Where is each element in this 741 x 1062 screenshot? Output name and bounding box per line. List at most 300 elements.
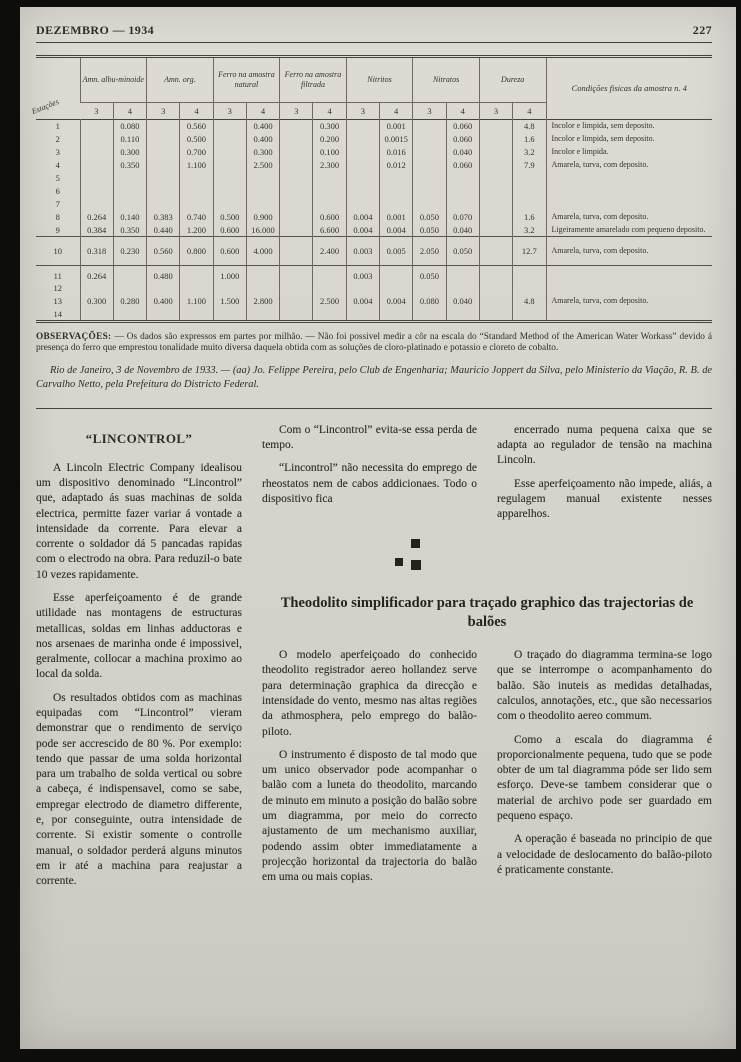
- value-cell: [147, 282, 180, 295]
- value-cell: 1.200: [180, 224, 213, 237]
- station-number: 13: [53, 296, 62, 306]
- value-cell: 0.050: [413, 224, 446, 237]
- value-cell: [413, 282, 446, 295]
- table-group-header: Amn. albu-minoide: [80, 57, 147, 103]
- value-cell: 12.7: [513, 237, 546, 266]
- value-cell: 0.060: [446, 159, 479, 172]
- station-number: 2: [55, 133, 60, 144]
- value-cell: [280, 308, 313, 322]
- value-cell: [479, 185, 512, 198]
- condition-cell: Incolor e limpida, sem deposito.: [546, 133, 712, 146]
- value-cell: [80, 172, 113, 185]
- table-row: [36, 172, 712, 185]
- paragraph: O modelo aperfeiçoado do conhecido theodolito registrador aereo hollandez serve para determinação graphica da direcção e intensidade do vento, mesmo nas altas regiões da athmosphera, pelo emprego do balão-piloto.: [262, 649, 477, 738]
- station-number: 3: [55, 146, 60, 157]
- value-cell: 4.8: [513, 295, 546, 308]
- value-cell: [446, 282, 479, 295]
- value-cell: [180, 198, 213, 211]
- value-cell: 4.000: [246, 237, 279, 266]
- value-cell: [380, 198, 413, 211]
- value-cell: [479, 146, 512, 159]
- paragraph: O instrumento é disposto de tal modo que um unico observador pode acompanhar o balão com a luneta do theodolito, marcando de minuto em minuto a posição do balão sobre um diagramma, por meio do correcto ajustamento de um mechanismo auxiliar, podendo assim obter immediatamente a projecção horizontal da trajectoria do balão em uma ou mais copias.: [262, 748, 477, 884]
- value-cell: [147, 198, 180, 211]
- table-row: [36, 266, 712, 283]
- table-group-header: Ferro na amostra filtrada: [280, 57, 347, 103]
- value-cell: [346, 198, 379, 211]
- value-cell: [413, 308, 446, 322]
- table-group-header: Dureza: [479, 57, 546, 103]
- lincontrol-title: “LINCONTROL”: [85, 430, 193, 446]
- station-number: 8: [55, 211, 60, 222]
- table-group-header: Nitritos: [346, 57, 413, 103]
- value-cell: [479, 282, 512, 295]
- table-head: [30, 57, 712, 120]
- value-cell: [413, 185, 446, 198]
- condition-cell: [546, 172, 712, 185]
- value-cell: [213, 120, 246, 133]
- value-cell: [147, 133, 180, 146]
- value-cell: [213, 282, 246, 295]
- value-cell: [346, 282, 379, 295]
- value-cell: [479, 308, 512, 322]
- table-row: [36, 308, 712, 322]
- paragraph: encerrado numa pequena caixa que se adapta ao regulador de tensão na machina Lincoln.: [497, 423, 712, 467]
- value-cell: [113, 308, 146, 322]
- condition-cell: Incolor e limpida.: [546, 146, 712, 159]
- value-cell: [280, 211, 313, 224]
- table-group-header: Ferro na amostra natural: [213, 57, 280, 103]
- station-number: 11: [36, 266, 80, 283]
- lincontrol-column-1: [36, 423, 242, 898]
- value-cell: [346, 133, 379, 146]
- value-cell: 0.318: [80, 237, 113, 266]
- value-cell: [313, 308, 346, 322]
- value-cell: [213, 172, 246, 185]
- table-subcolumn-header: 3: [280, 103, 313, 120]
- value-cell: [147, 185, 180, 198]
- table-row: [36, 133, 712, 146]
- value-cell: [246, 308, 279, 322]
- value-cell: [479, 159, 512, 172]
- value-cell: 0.001: [380, 211, 413, 224]
- value-cell: [113, 198, 146, 211]
- value-cell: [313, 172, 346, 185]
- value-cell: [80, 282, 113, 295]
- condition-cell: Amarela, turva, com deposito.: [546, 159, 712, 172]
- section-divider: [36, 408, 712, 409]
- value-cell: [280, 159, 313, 172]
- condition-cell: Ligeiramente amarelado com pequeno deposito.: [546, 224, 712, 237]
- value-cell: [280, 120, 313, 133]
- value-cell: [213, 159, 246, 172]
- document-page: [20, 7, 736, 1049]
- value-cell: 0.280: [113, 295, 146, 308]
- value-cell: [346, 146, 379, 159]
- value-cell: [380, 282, 413, 295]
- value-cell: [346, 308, 379, 322]
- observations-paragraph: [36, 332, 712, 355]
- station-number: 4: [55, 159, 60, 170]
- table-row: [36, 198, 712, 211]
- paragraph: Com o “Lincontrol” evita-se essa perda de tempo.: [262, 423, 477, 452]
- value-cell: 0.080: [113, 120, 146, 133]
- value-cell: 0.700: [180, 146, 213, 159]
- table-row: [36, 282, 712, 295]
- condition-cell: Incolor e limpida, sem deposito.: [546, 120, 712, 133]
- value-cell: [513, 308, 546, 322]
- table-group-header: Nitratos: [413, 57, 480, 103]
- value-cell: 0.005: [380, 237, 413, 266]
- observations-label: OBSERVAÇÕES:: [36, 332, 112, 342]
- theodolito-body: [262, 648, 712, 893]
- station-number: 10: [36, 237, 80, 266]
- value-cell: 0.140: [113, 211, 146, 224]
- table-row: [36, 224, 712, 237]
- paragraph: Esse aperfeiçoamento é de grande utilidade nas montagens de estructuras metallicas, soldas em linhas adductoras e nos arsenaes de marinha onde é impossivel, geralmente, collocar a machina proximo ao local da solda.: [36, 592, 242, 681]
- value-cell: 0.070: [446, 211, 479, 224]
- value-cell: [180, 185, 213, 198]
- value-cell: 0.350: [113, 159, 146, 172]
- value-cell: [479, 211, 512, 224]
- table-row: [36, 237, 712, 266]
- lincontrol-column-2: [262, 423, 477, 531]
- table-row: [36, 211, 712, 224]
- value-cell: 16.000: [246, 224, 279, 237]
- value-cell: [280, 224, 313, 237]
- value-cell: 0.016: [380, 146, 413, 159]
- ornament-square-icon: [411, 539, 420, 548]
- table-group-header: Amn. org.: [147, 57, 214, 103]
- value-cell: [180, 282, 213, 295]
- table-subcolumn-header: 4: [313, 103, 346, 120]
- value-cell: [513, 282, 546, 295]
- table-subcolumn-header: 4: [180, 103, 213, 120]
- value-cell: [80, 159, 113, 172]
- value-cell: 0.560: [147, 237, 180, 266]
- value-cell: 0.004: [346, 224, 379, 237]
- paragraph: Como a escala do diagramma é proporcionalmente pequena, tudo que se pode obter de um tal diagramma póde ser lido sem esforço. Deve-se tambem considerar que o material de archivo pode ser guardado em pequeno espaço.: [497, 733, 712, 822]
- value-cell: 0.230: [113, 237, 146, 266]
- value-cell: [313, 266, 346, 283]
- value-cell: 0.383: [147, 211, 180, 224]
- value-cell: 1.6: [513, 211, 546, 224]
- lincontrol-continuation: [262, 423, 712, 531]
- station-number: 12: [53, 283, 62, 293]
- value-cell: 0.060: [446, 133, 479, 146]
- paragraph: A Lincoln Electric Company idealisou um dispositivo denominado “Lincontrol” que, adaptado ás suas machinas de solda electrica, permitte fazer variar á vontade a intensidade da corrente. Para elevar a corrente o soldador dá 5 pancadas rapidas com o electrodo na obra. Para reduzil-o bate 10 vezes rapidamente.: [36, 461, 242, 581]
- lincontrol-column-3: [497, 423, 712, 531]
- observations-text: — Os dados são expressos em partes por milhão. — Não foi possivel medir a côr na escala do “Standard Method of the American Water Workass” devido á presença do ferro que emprestou tonalidade muito diversa daquela obtida com as soluções de cloro-platinado e potassio e cloreto de cobalto.: [36, 332, 712, 354]
- theodolito-column-2: [497, 648, 712, 893]
- value-cell: 0.050: [413, 211, 446, 224]
- value-cell: [479, 295, 512, 308]
- value-cell: 0.004: [380, 295, 413, 308]
- condition-cell: [546, 308, 712, 322]
- value-cell: 7.9: [513, 159, 546, 172]
- value-cell: [479, 224, 512, 237]
- value-cell: [446, 266, 479, 283]
- table-subcolumn-header: 4: [513, 103, 546, 120]
- value-cell: 2.050: [413, 237, 446, 266]
- ornament-square-icon: [411, 560, 421, 570]
- station-number: 5: [55, 172, 60, 183]
- page-header: [36, 23, 712, 38]
- value-cell: 0.600: [213, 224, 246, 237]
- value-cell: 0.300: [113, 146, 146, 159]
- value-cell: [446, 308, 479, 322]
- value-cell: [213, 198, 246, 211]
- value-cell: 0.500: [213, 211, 246, 224]
- value-cell: 0.480: [147, 266, 180, 283]
- value-cell: [413, 133, 446, 146]
- value-cell: 0.003: [346, 266, 379, 283]
- value-cell: [280, 185, 313, 198]
- value-cell: 6.600: [313, 224, 346, 237]
- value-cell: [180, 172, 213, 185]
- value-cell: [479, 120, 512, 133]
- value-cell: [180, 266, 213, 283]
- value-cell: 1.6: [513, 133, 546, 146]
- value-cell: 0.560: [180, 120, 213, 133]
- value-cell: 0.800: [180, 237, 213, 266]
- value-cell: 0.004: [380, 224, 413, 237]
- value-cell: 0.350: [113, 224, 146, 237]
- value-cell: [180, 308, 213, 322]
- table-condition-header: Condições fisicas da amostra n. 4: [546, 57, 712, 120]
- articles-area: [36, 423, 712, 898]
- value-cell: [280, 266, 313, 283]
- value-cell: [147, 159, 180, 172]
- table-corner-cell: [30, 57, 80, 120]
- paragraph: A operação é baseada no principio de que a velocidade de deslocamento do balão-piloto é praticamente constante.: [497, 833, 712, 876]
- value-cell: 0.384: [80, 224, 113, 237]
- value-cell: [446, 172, 479, 185]
- value-cell: 0.050: [413, 266, 446, 283]
- value-cell: [413, 172, 446, 185]
- value-cell: 1.100: [180, 159, 213, 172]
- value-cell: [213, 308, 246, 322]
- value-cell: [80, 133, 113, 146]
- value-cell: 0.040: [446, 224, 479, 237]
- value-cell: [513, 172, 546, 185]
- table-subcolumn-header: 4: [380, 103, 413, 120]
- condition-cell: [546, 185, 712, 198]
- value-cell: [113, 282, 146, 295]
- value-cell: 0.040: [446, 295, 479, 308]
- paragraph: “Lincontrol” não necessita do emprego de rheostatos nem de cabos addicionaes. Todo o dispositivo fica: [262, 462, 477, 505]
- table-row: [36, 295, 712, 308]
- value-cell: [346, 172, 379, 185]
- table-subcolumn-header: 3: [479, 103, 512, 120]
- value-cell: 0.300: [246, 146, 279, 159]
- table-subcolumn-header: 3: [80, 103, 113, 120]
- value-cell: 0.500: [180, 133, 213, 146]
- value-cell: 0.012: [380, 159, 413, 172]
- value-cell: 0.004: [346, 211, 379, 224]
- table-row: [36, 120, 712, 133]
- value-cell: [346, 185, 379, 198]
- value-cell: [313, 198, 346, 211]
- value-cell: 0.740: [180, 211, 213, 224]
- value-cell: [80, 120, 113, 133]
- theodolito-title: Theodolito simplificador para traçado graphico das trajectorias de balões: [280, 595, 694, 631]
- value-cell: [213, 133, 246, 146]
- page-content: [20, 7, 736, 897]
- value-cell: 2.400: [313, 237, 346, 266]
- value-cell: [313, 185, 346, 198]
- station-number: 6: [55, 185, 60, 196]
- value-cell: [346, 120, 379, 133]
- value-cell: [513, 266, 546, 283]
- station-number: 9: [55, 224, 60, 235]
- value-cell: [479, 172, 512, 185]
- value-cell: 0.100: [313, 146, 346, 159]
- station-number: 14: [53, 309, 62, 319]
- table-row: [36, 159, 712, 172]
- value-cell: [280, 237, 313, 266]
- value-cell: [213, 146, 246, 159]
- value-cell: 0.080: [413, 295, 446, 308]
- value-cell: [280, 172, 313, 185]
- condition-cell: Amarela, turva, com deposito.: [546, 295, 712, 308]
- table-subcolumn-header: 3: [413, 103, 446, 120]
- header-rule: [36, 42, 712, 43]
- value-cell: 0.264: [80, 266, 113, 283]
- value-cell: 0.050: [446, 237, 479, 266]
- value-cell: 2.500: [246, 159, 279, 172]
- value-cell: [113, 185, 146, 198]
- page-number: 227: [692, 23, 712, 37]
- table-corner-label: Estações: [30, 97, 61, 116]
- condition-cell: [546, 282, 712, 295]
- value-cell: [80, 185, 113, 198]
- value-cell: [246, 282, 279, 295]
- value-cell: 2.300: [313, 159, 346, 172]
- value-cell: 0.0015: [380, 133, 413, 146]
- value-cell: 1.500: [213, 295, 246, 308]
- ornament-square-icon: [395, 558, 403, 566]
- paragraph: O traçado do diagramma termina-se logo que se interrompe o acompanhamento do balão. São inuteis as medidas detalhadas, calculos, annotações, etc., que são necessarios com o theodolito aereo commum.: [497, 649, 712, 723]
- value-cell: [80, 198, 113, 211]
- value-cell: 0.900: [246, 211, 279, 224]
- value-cell: [280, 133, 313, 146]
- lincontrol-column-1-text: [36, 461, 242, 890]
- value-cell: 0.440: [147, 224, 180, 237]
- value-cell: 0.040: [446, 146, 479, 159]
- table-row: [36, 146, 712, 159]
- value-cell: [280, 146, 313, 159]
- value-cell: [413, 198, 446, 211]
- value-cell: [380, 266, 413, 283]
- value-cell: [246, 185, 279, 198]
- value-cell: [313, 282, 346, 295]
- table-subcolumn-header: 4: [113, 103, 146, 120]
- value-cell: 0.600: [313, 211, 346, 224]
- water-analysis-table: [30, 55, 712, 323]
- condition-cell: Amarela, turva, com deposito.: [546, 237, 712, 266]
- value-cell: [147, 146, 180, 159]
- station-number: 7: [55, 198, 60, 209]
- value-cell: [246, 198, 279, 211]
- condition-cell: Amarela, turva, com deposito.: [546, 211, 712, 224]
- value-cell: [147, 172, 180, 185]
- signature-line: Rio de Janeiro, 3 de Novembro de 1933. — (aa) Jo. Felippe Pereira, pelo Club de Engenharia; Mauricio Joppert da Silva, pelo Ministerio da Viação, R. B. de Carvalho Netto, pela Prefeitura do Districto Federal.: [36, 364, 712, 391]
- table-subcolumn-header: 3: [346, 103, 379, 120]
- value-cell: [113, 266, 146, 283]
- value-cell: [280, 295, 313, 308]
- value-cell: [479, 237, 512, 266]
- value-cell: [479, 133, 512, 146]
- right-columns-area: [262, 423, 712, 898]
- value-cell: [280, 282, 313, 295]
- issue-date: DEZEMBRO — 1934: [36, 23, 155, 37]
- value-cell: 0.110: [113, 133, 146, 146]
- value-cell: [479, 266, 512, 283]
- value-cell: [413, 120, 446, 133]
- value-cell: [80, 308, 113, 322]
- value-cell: [413, 146, 446, 159]
- value-cell: 0.264: [80, 211, 113, 224]
- value-cell: [380, 308, 413, 322]
- value-cell: 2.500: [313, 295, 346, 308]
- value-cell: 0.001: [380, 120, 413, 133]
- value-cell: 0.003: [346, 237, 379, 266]
- value-cell: 0.300: [80, 295, 113, 308]
- value-cell: [446, 198, 479, 211]
- table-row: [36, 185, 712, 198]
- theodolito-column-1: [262, 648, 477, 893]
- condition-cell: [546, 266, 712, 283]
- value-cell: 0.200: [313, 133, 346, 146]
- value-cell: [479, 198, 512, 211]
- value-cell: 0.400: [246, 120, 279, 133]
- table-subcolumn-header: 3: [147, 103, 180, 120]
- value-cell: [147, 308, 180, 322]
- value-cell: [380, 172, 413, 185]
- value-cell: 0.300: [313, 120, 346, 133]
- value-cell: [346, 159, 379, 172]
- value-cell: 0.004: [346, 295, 379, 308]
- condition-cell: [546, 198, 712, 211]
- value-cell: [213, 185, 246, 198]
- value-cell: 3.2: [513, 224, 546, 237]
- value-cell: [147, 120, 180, 133]
- table-subcolumn-header: 4: [246, 103, 279, 120]
- station-number: 1: [55, 121, 60, 131]
- value-cell: [446, 185, 479, 198]
- value-cell: [513, 185, 546, 198]
- value-cell: 1.000: [213, 266, 246, 283]
- value-cell: 0.400: [246, 133, 279, 146]
- value-cell: [280, 198, 313, 211]
- value-cell: 1.100: [180, 295, 213, 308]
- value-cell: 4.8: [513, 120, 546, 133]
- paragraph: Esse aperfeiçoamento não impede, aliás, a regulagem manual existente nesses apparelhos.: [497, 477, 712, 521]
- value-cell: [113, 172, 146, 185]
- value-cell: [246, 172, 279, 185]
- table-body: [36, 120, 712, 322]
- value-cell: [513, 198, 546, 211]
- value-cell: 3.2: [513, 146, 546, 159]
- value-cell: [413, 159, 446, 172]
- ornament-squares: [384, 536, 444, 586]
- table-subcolumn-header: 3: [213, 103, 246, 120]
- value-cell: 0.600: [213, 237, 246, 266]
- value-cell: [80, 146, 113, 159]
- table-subcolumn-header: 4: [446, 103, 479, 120]
- value-cell: [380, 185, 413, 198]
- value-cell: [246, 266, 279, 283]
